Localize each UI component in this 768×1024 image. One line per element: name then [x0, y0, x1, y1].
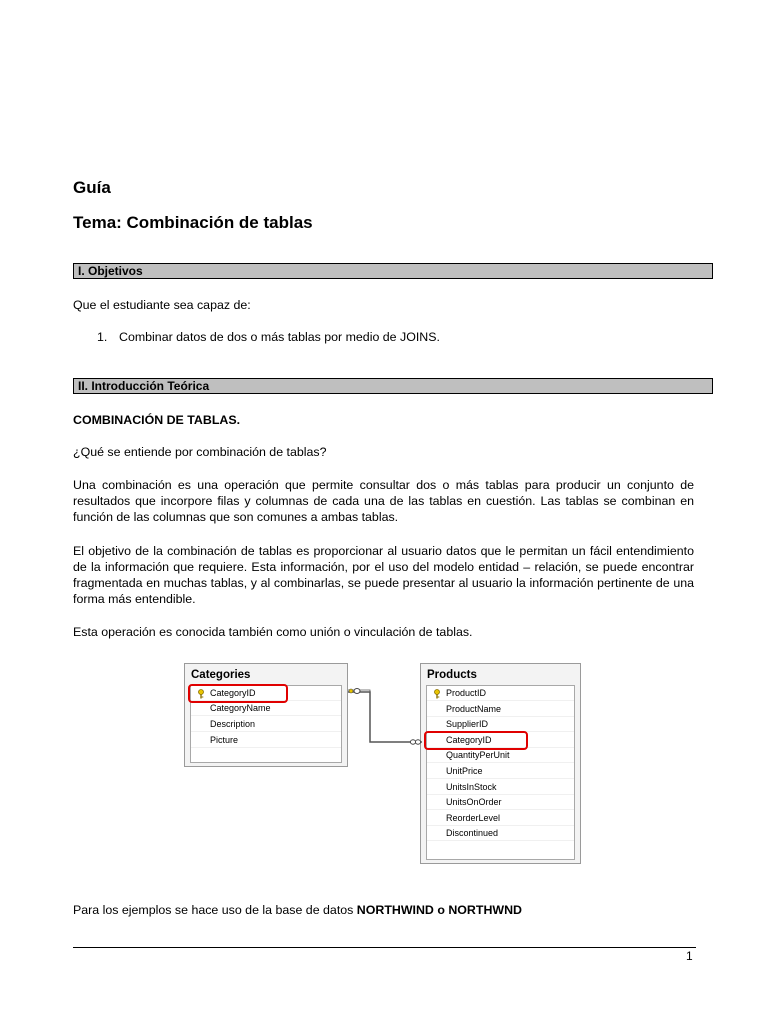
question: ¿Qué se entiende por combinación de tablas?	[73, 445, 327, 459]
relationship-connector	[346, 684, 424, 746]
products-column-label: ReorderLevel	[446, 812, 501, 823]
paragraph-2: El objetivo de la combinación de tablas es proporcionar al usuario datos que le permitan un fácil entendimiento de la información que requiere. Esta información, por el uso del modelo entidad – relación, se puede encontrar fragmentada en muchas tablas, y al combinarlas, se puede presentar al usuario la información pertinente de una forma más entendible.	[73, 544, 694, 606]
footer-divider	[73, 947, 696, 948]
products-column-label: UnitsInStock	[446, 781, 497, 792]
many-end-marker-icon	[410, 740, 415, 744]
products-column-label: SupplierID	[446, 719, 489, 730]
products-column-label: UnitsOnOrder	[446, 797, 502, 808]
products-column-row	[427, 686, 574, 701]
products-column-row	[427, 764, 574, 779]
categories-column-label: Picture	[210, 735, 239, 745]
products-table	[420, 663, 581, 864]
products-column-label: ProductName	[446, 703, 502, 714]
products-column-row	[427, 702, 574, 717]
section-objectives-bar	[73, 263, 713, 279]
section-intro-label: II. Introducción Teórica	[78, 379, 210, 393]
relationship-line	[348, 692, 422, 742]
paragraph-3: Esta operación es conocida también como unión o vinculación de tablas.	[73, 625, 473, 639]
section-objectives-label: I. Objetivos	[78, 264, 143, 278]
paragraph-1: Una combinación es una operación que permite consultar dos o más tablas para producir un conjunto de resultados que incorpore filas y columnas de cada una de las tablas en cuestión. Las tablas se combinan en función de las columnas que son comunes a ambas tablas.	[73, 478, 694, 524]
categories-table	[184, 663, 348, 767]
objectives-intro: Que el estudiante sea capaz de:	[73, 298, 251, 312]
products-column-row	[427, 780, 574, 795]
products-columns	[426, 685, 575, 860]
categories-column-row	[191, 717, 341, 732]
products-column-label: ProductID	[446, 688, 487, 698]
topic-title: Tema: Combinación de tablas	[73, 213, 313, 232]
products-title: Products	[427, 669, 477, 681]
one-end-marker-icon	[354, 689, 360, 694]
products-column-row	[427, 748, 574, 763]
categories-column-row	[191, 701, 341, 716]
one-end-key-icon	[349, 689, 353, 693]
categoryid-highlight-right	[424, 731, 528, 750]
categories-column-label: CategoryName	[210, 703, 271, 713]
section-intro-bar	[73, 378, 713, 394]
closing-sentence	[73, 902, 694, 918]
products-column-label: QuantityPerUnit	[446, 750, 510, 761]
categories-column-label: Description	[210, 719, 256, 729]
products-column-row	[427, 811, 574, 826]
objective-item-number: 1.	[97, 330, 108, 344]
database-name: NORTHWIND o NORTHWND	[356, 903, 522, 917]
products-column-row	[427, 826, 574, 841]
objective-item-text: Combinar datos de dos o más tablas por medio de JOINS.	[119, 330, 440, 344]
categoryid-highlight-left	[188, 684, 288, 703]
page-number: 1	[686, 949, 693, 963]
products-column-row	[427, 717, 574, 732]
categories-column-row	[191, 733, 341, 748]
categories-title: Categories	[191, 669, 251, 681]
products-column-label: UnitPrice	[446, 766, 483, 776]
products-column-row	[427, 795, 574, 810]
subheading: COMBINACIÓN DE TABLAS.	[73, 413, 241, 427]
closing-text: Para los ejemplos se hace uso de la base de datos	[73, 903, 357, 917]
categories-column-label: CategoryID	[210, 688, 256, 698]
products-column-label: Discontinued	[446, 828, 499, 839]
many-end-marker-icon-2	[415, 740, 420, 744]
products-column-label: CategoryID	[446, 734, 492, 745]
relationship-line-inner	[348, 690, 370, 740]
primary-key-icon	[433, 689, 441, 699]
guide-title: Guía	[73, 178, 111, 197]
